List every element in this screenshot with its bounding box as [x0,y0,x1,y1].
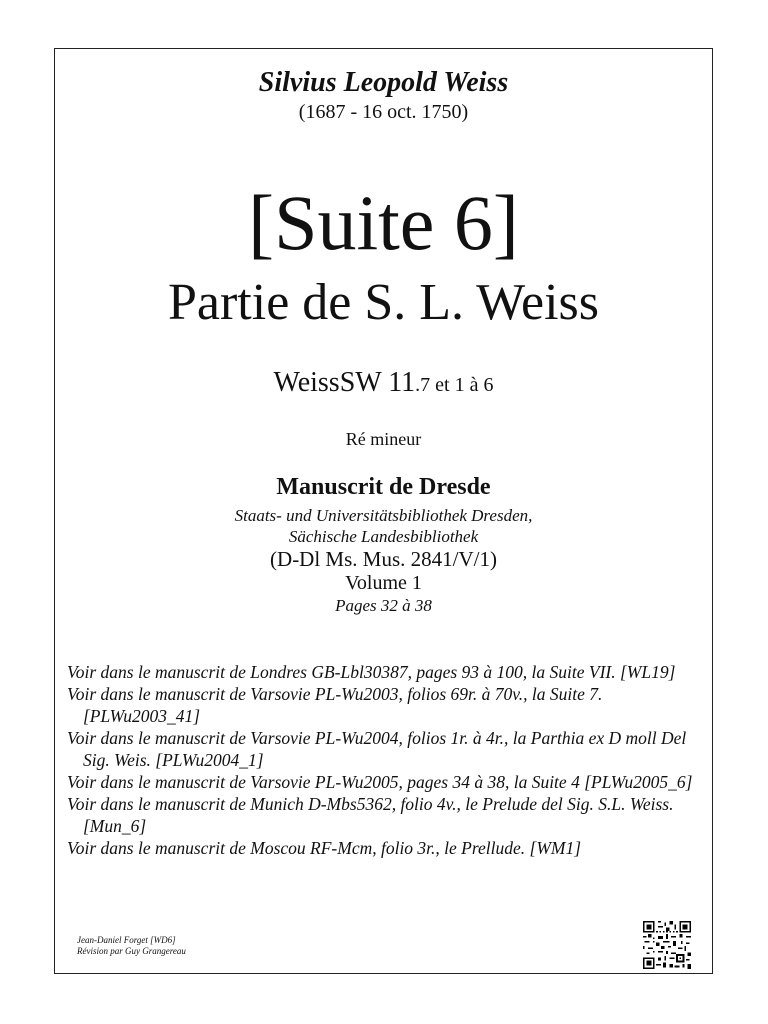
reference-item: Voir dans le manuscrit de Londres GB-Lbl30387, pages 93 à 100, la Suite VII. [WL19] [67,662,676,682]
credit-author: Jean-Daniel Forget [WD6] [77,935,176,945]
reference-item: Voir dans le manuscrit de Munich D-Mbs5362, folio 4v., le Prelude del Sig. S.L. Weiss. [Mun_6] [67,794,674,836]
catalog-suffix: .7 et 1 à 6 [415,374,494,396]
composer-dates: (1687 - 16 oct. 1750) [298,101,469,123]
reference-list [67,661,707,859]
reference-item: Voir dans le manuscrit de Varsovie PL-Wu2003, folios 69r. à 70v., la Suite 7. [PLWu2003_41] [67,684,603,726]
qr-code-icon [643,921,691,969]
shelfmark: (D-Dl Ms. Mus. 2841/V/1) [270,547,497,571]
reference-item: Voir dans le manuscrit de Moscou RF-Mcm, folio 3r., le Prellude. [WM1] [67,838,582,858]
library-line-1: Staats- und Universitätsbibliothek Dresden, [234,506,533,525]
volume: Volume 1 [345,572,422,594]
library-name [55,505,712,547]
key-signature: Ré mineur [345,429,422,449]
credit-revision: Révision par Guy Grangereau [77,946,186,956]
composer-name: Silvius Leopold Weiss [258,67,509,98]
manuscript-title: Manuscrit de Dresde [276,474,491,500]
catalog-main: WeissSW 11 [273,367,416,398]
partie-title: Partie de S. L. Weiss [167,274,600,331]
page-range: Pages 32 à 38 [335,596,432,615]
page-frame [54,48,713,974]
reference-item: Voir dans le manuscrit de Varsovie PL-Wu2004, folios 1r. à 4r., la Parthia ex D moll Del Sig. Weis. [PLWu2004_1] [67,728,687,770]
catalog-number [55,367,712,399]
reference-item: Voir dans le manuscrit de Varsovie PL-Wu2005, pages 34 à 38, la Suite 4 [PLWu2005_6] [67,772,693,792]
credits [77,935,186,957]
suite-title: [Suite 6] [248,179,519,266]
library-line-2: Sächische Landesbibliothek [288,527,479,546]
